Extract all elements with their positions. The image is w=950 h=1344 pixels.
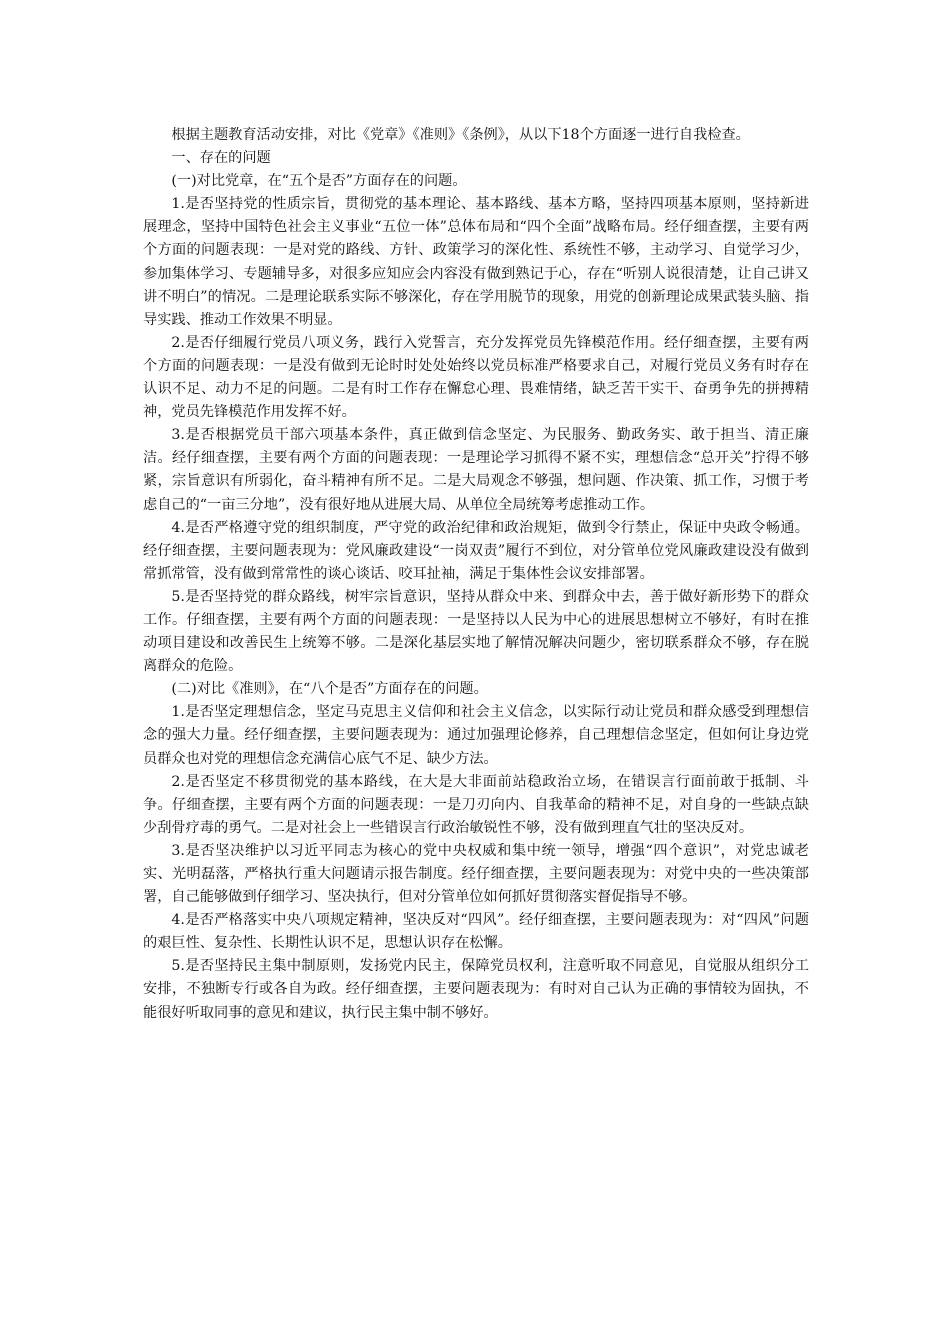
paragraph: 4.是否严格落实中央八项规定精神，坚决反对“四风”。经仔细查摆，主要问题表现为：对“四风”问题的艰巨性、复杂性、长期性认识不足，思想认识存在松懈。 [143, 912, 809, 952]
paragraph: 2.是否坚定不移贯彻党的基本路线，在大是大非面前站稳政治立场，在错误言行面前敢于抵制、斗争。仔细查摆，主要有两个方面的问题表现：一是刀刃向内、自我革命的精神不足，对自身的一些缺点缺少刮骨疗毒的勇气。二是对社会上一些错误言行政治敏锐性不够，没有做到理直气壮的坚决反对。 [143, 773, 809, 836]
subsection-heading: (一)对比党章，在“五个是否”方面存在的问题。 [171, 173, 467, 190]
paragraph: 1.是否坚定理想信念，坚定马克思主义信仰和社会主义信念，以实际行动让党员和群众感受到理想信念的强大力量。经仔细查摆，主要问题表现为：通过加强理论修养，自己理想信念坚定，但如何让身边党员群众也对党的理想信念充满信心底气不足、缺少方法。 [143, 704, 809, 767]
paragraph: 3.是否根据党员干部六项基本条件，真正做到信念坚定、为民服务、勤政务实、敢于担当、清正廉洁。经仔细查摆，主要有两个方面的问题表现：一是理论学习抓得不紧不实，理想信念“总开关”拧得不够紧，宗旨意识有所弱化，奋斗精神有所不足。二是大局观念不够强，想问题、作决策、抓工作，习惯于考虑自己的“一亩三分地”，没有很好地从进展大局、从单位全局统筹考虑推动工作。 [143, 427, 809, 513]
document-body [143, 124, 809, 1025]
subsection-heading: (二)对比《准则》，在“八个是否”方面存在的问题。 [171, 681, 488, 698]
paragraph: 1.是否坚持党的性质宗旨，贯彻党的基本理论、基本路线、基本方略，坚持四项基本原则，坚持新进展理念，坚持中国特色社会主义事业“五位一体”总体布局和“四个全面”战略布局。经仔细查摆，主要有两个方面的问题表现：一是对党的路线、方针、政策学习的深化性、系统性不够，主动学习、自觉学习少，参加集体学习、专题辅导多，对很多应知应会内容没有做到熟记于心，存在“听别人说很清楚，让自己讲又讲不明白”的情况。二是理论联系实际不够深化，存在学用脱节的现象，用党的创新理论成果武装头脑、指导实践、推动工作效果不明显。 [143, 196, 809, 328]
intro-paragraph: 根据主题教育活动安排，对比《党章》《准则》《条例》，从以下18个方面逐一进行自我检查。 [171, 127, 750, 143]
paragraph: 5.是否坚持民主集中制原则，发扬党内民主，保障党员权利，注意听取不同意见，自觉服从组织分工安排，不独断专行或各自为政。经仔细查摆，主要问题表现为：有时对自己认为正确的事情较为固执，不能很好听取同事的意见和建议，执行民主集中制不够好。 [143, 958, 809, 1021]
paragraph: 4.是否严格遵守党的组织制度，严守党的政治纪律和政治规矩，做到令行禁止，保证中央政令畅通。经仔细查摆，主要问题表现为：党风廉政建设“一岗双责”履行不到位，对分管单位党风廉政建设没有做到常抓常管，没有做到常常性的谈心谈话、咬耳扯袖，满足于集体性会议安排部署。 [143, 519, 809, 582]
paragraph: 5.是否坚持党的群众路线，树牢宗旨意识，坚持从群众中来、到群众中去，善于做好新形势下的群众工作。仔细查摆，主要有两个方面的问题表现：一是坚持以人民为中心的进展思想树立不够好，有时在推动项目建设和改善民生上统筹不够。二是深化基层实地了解情况解决问题少，密切联系群众不够，存在脱离群众的危险。 [143, 588, 809, 675]
paragraph: 3.是否坚决维护以习近平同志为核心的党中央权威和集中统一领导，增强“四个意识”，对党忠诚老实、光明磊落，严格执行重大问题请示报告制度。经仔细查摆，主要问题表现为：对党中央的一些决策部署，自己能够做到仔细学习、坚决执行，但对分管单位如何抓好贯彻落实督促指导不够。 [143, 842, 809, 906]
section-heading: 一、存在的问题 [171, 150, 271, 167]
paragraph: 2.是否仔细履行党员八项义务，践行入党誓言，充分发挥党员先锋模范作用。经仔细查摆，主要有两个方面的问题表现：一是没有做到无论时时处处始终以党员标准严格要求自己，对履行党员义务有时存在认识不足、动力不足的问题。二是有时工作存在懈怠心理、畏难情绪，缺乏苦干实干、奋勇争先的拼搏精神，党员先锋模范作用发挥不好。 [143, 334, 809, 421]
